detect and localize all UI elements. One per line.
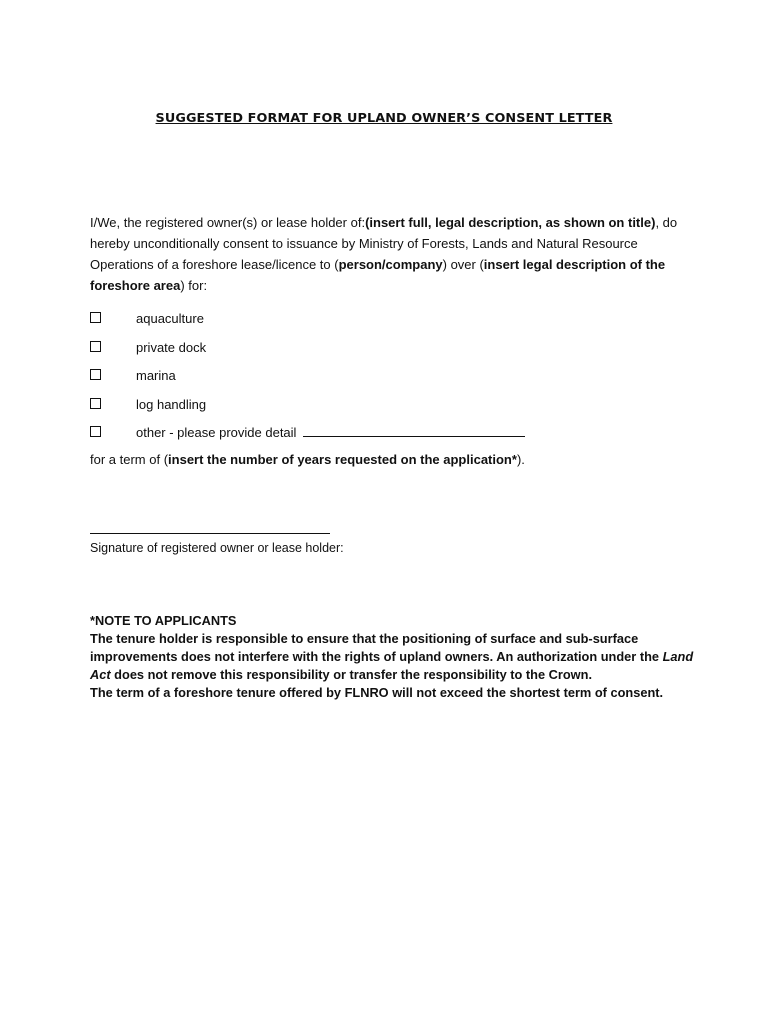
checkbox-marina[interactable] (90, 369, 101, 380)
term-suffix: ). (516, 452, 525, 467)
checkbox-log-handling[interactable] (90, 398, 101, 409)
option-label-private-dock: private dock (136, 340, 207, 355)
intro-foreshore-description: insert legal description of the foreshore area (90, 257, 666, 293)
option-label-other (136, 425, 525, 441)
checkbox-aquaculture[interactable] (90, 312, 101, 323)
note-line-2: does not remove this responsibility or transfer the responsibility to the Crown. (110, 667, 593, 682)
checkbox-private-dock[interactable] (90, 341, 101, 352)
term-sentence (90, 452, 525, 467)
intro-text-3: ) over ( (442, 257, 484, 272)
intro-person-company: person/company (338, 257, 443, 272)
option-label-log-handling: log handling (136, 397, 207, 412)
term-prefix: for a term of ( (90, 452, 169, 467)
intro-text-1: I/We, the registered owner(s) or lease holder of: (90, 215, 366, 230)
option-label-marina: marina (136, 368, 176, 383)
intro-legal-description: (insert full, legal description, as shown on title) (365, 215, 656, 230)
note-line-3: The term of a foreshore tenure offered by FLNRO will not exceed the shortest term of consent. (90, 685, 664, 700)
option-label-aquaculture: aquaculture (136, 311, 204, 326)
checkbox-other[interactable] (90, 426, 101, 437)
document-title: SUGGESTED FORMAT FOR UPLAND OWNER’S CONSENT LETTER (155, 111, 613, 126)
note-heading: *NOTE TO APPLICANTS (90, 613, 237, 628)
note-to-applicants (90, 612, 710, 702)
note-line-1: The tenure holder is responsible to ensure that the positioning of surface and sub-surface improvements does not interfere with the rights of upland owners. An authorization under the (90, 631, 663, 664)
signature-line[interactable] (90, 533, 330, 534)
intro-text-2: , do hereby unconditionally consent to issuance by Ministry of Forests, Lands and Natural Resource Operations of a foreshore lease/licence to ( (90, 215, 678, 272)
signature-label: Signature of registered owner or lease holder: (90, 541, 344, 555)
note-land-act: Land Act (90, 649, 694, 682)
intro-text-4: ) for: (180, 278, 208, 293)
term-years: insert the number of years requested on the application* (168, 452, 517, 467)
consent-paragraph (90, 212, 690, 296)
other-detail-blank[interactable] (303, 426, 525, 437)
note-body (90, 630, 710, 684)
option-label-other-text: other - please provide detail (136, 425, 301, 440)
